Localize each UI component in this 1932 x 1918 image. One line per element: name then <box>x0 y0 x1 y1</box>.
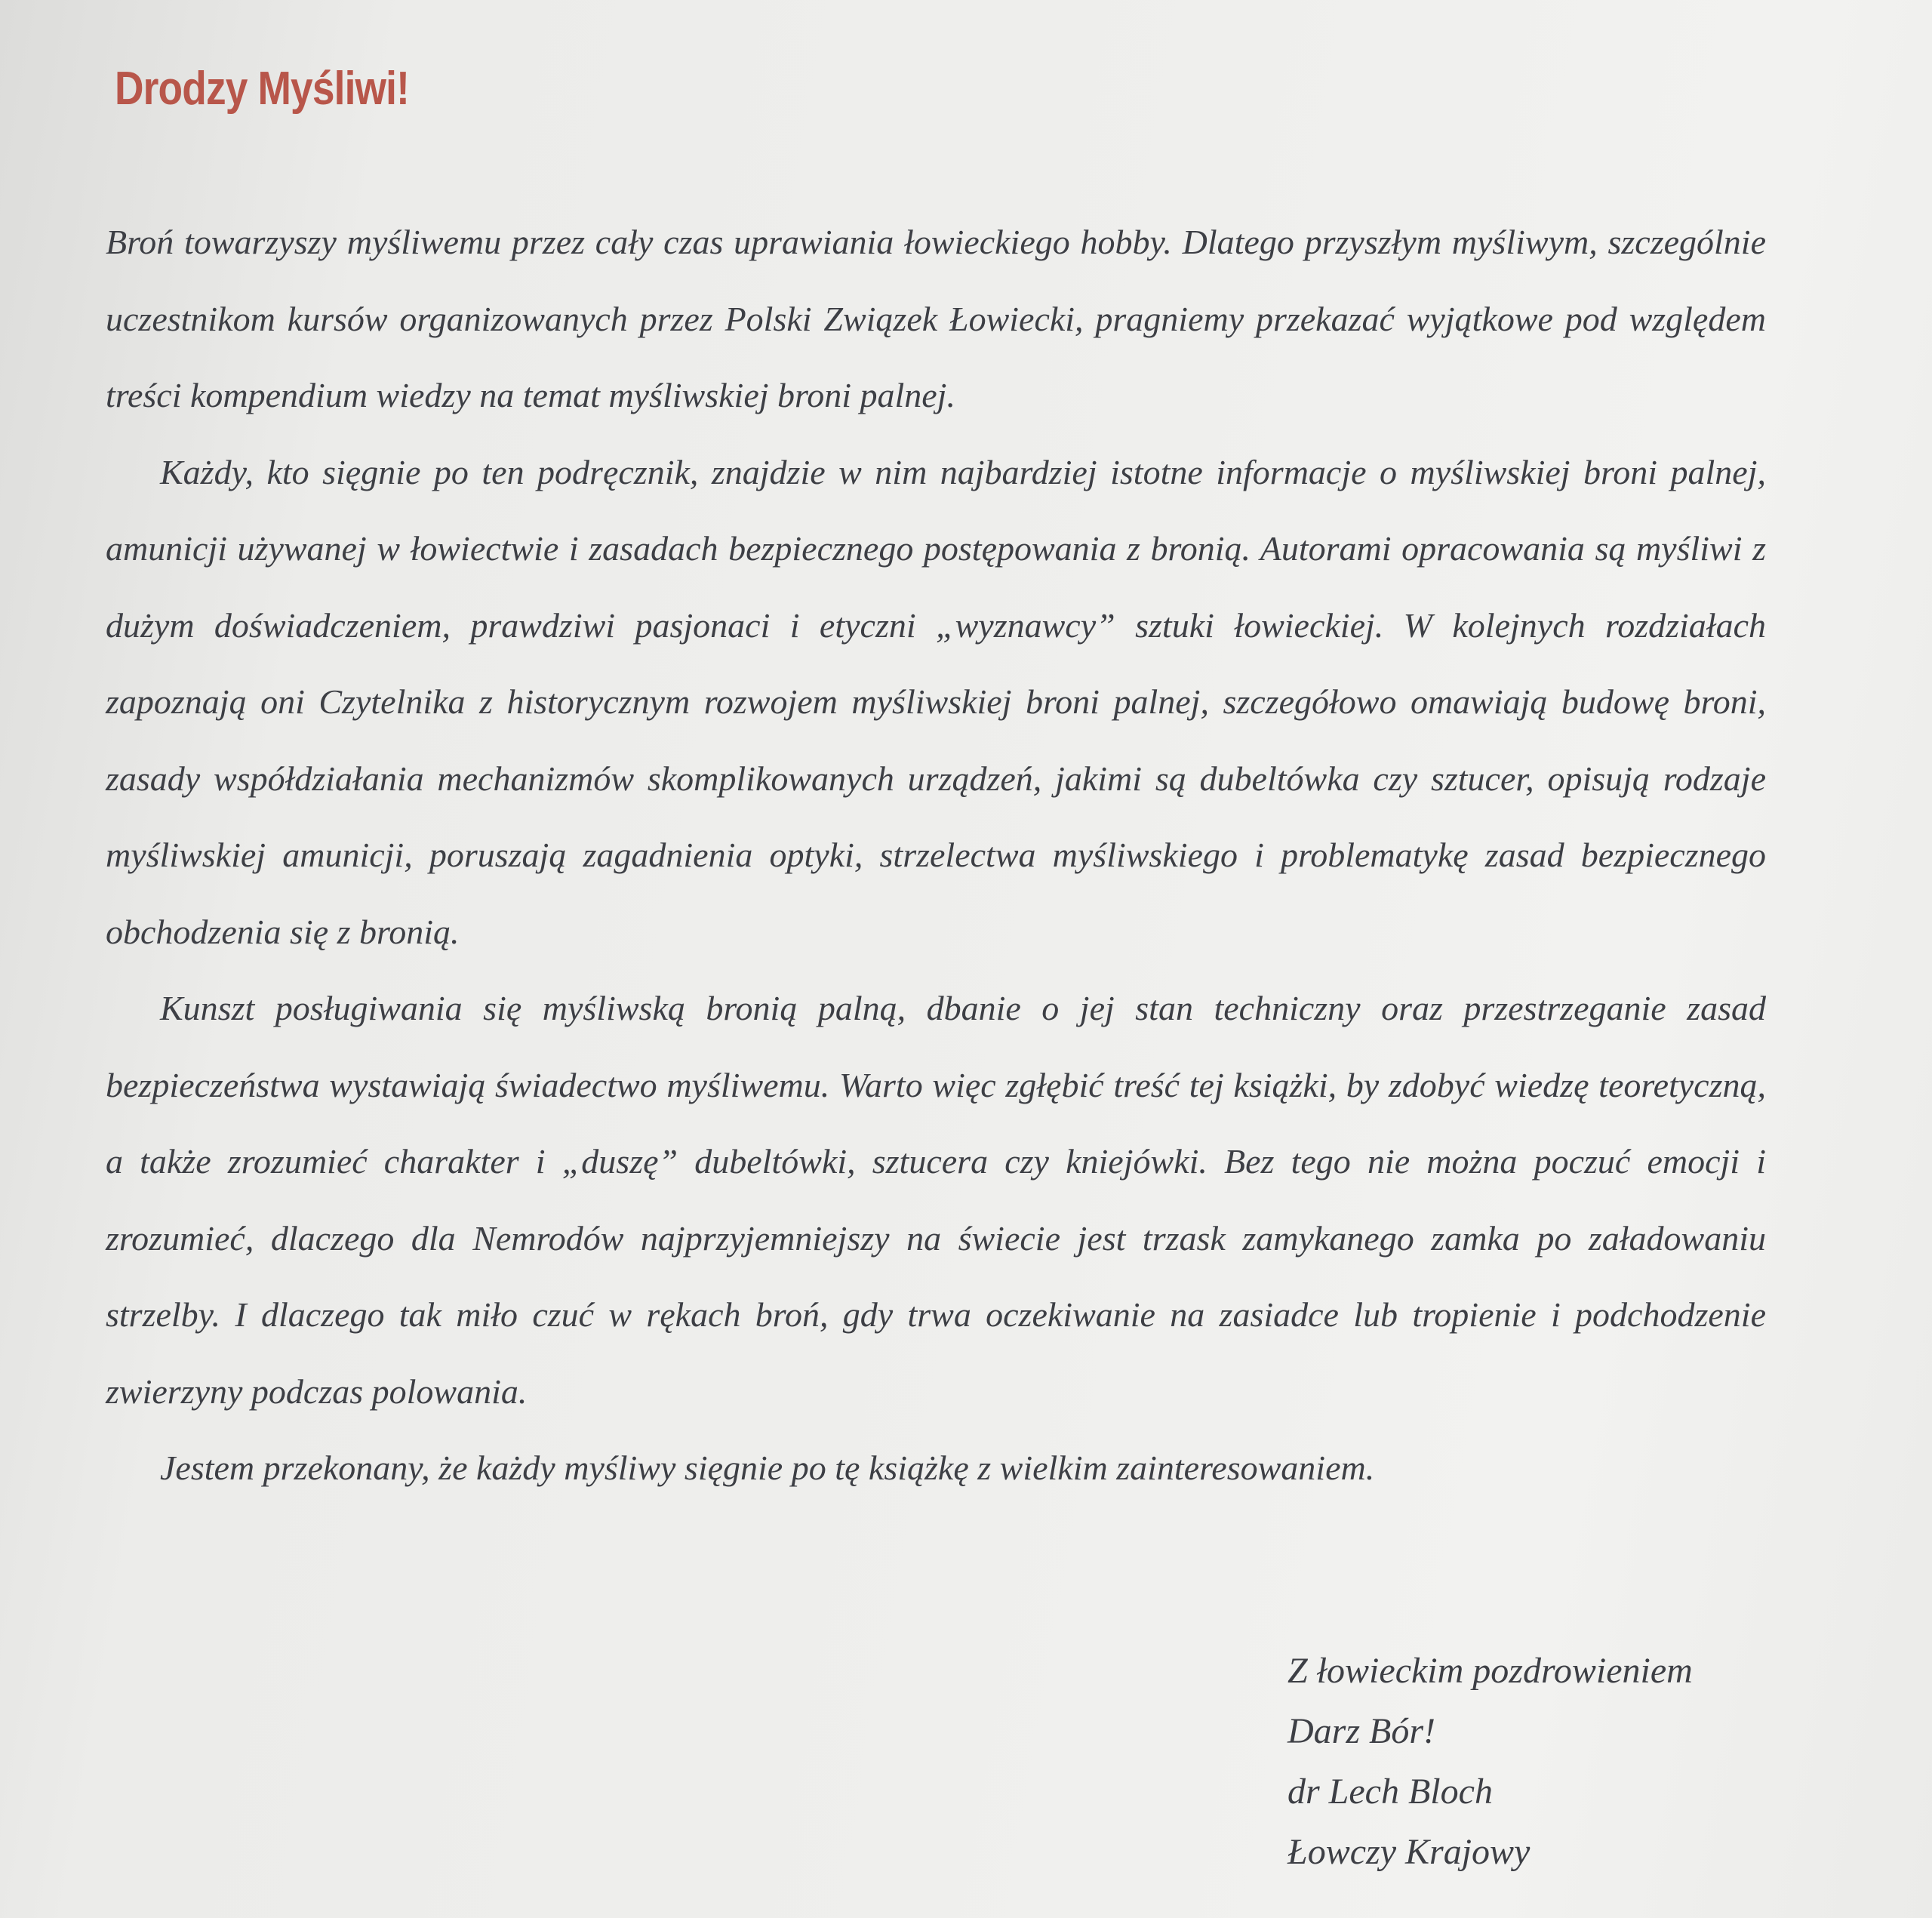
signature-role: Łowczy Krajowy <box>1287 1832 1531 1872</box>
paragraph-3: Kunszt posługiwania się myśliwską bronią palną, dbanie o jej stan techniczny oraz przestrzeganie zasad bezpieczeństwa wystawiają świadectwo myśliwemu. Warto więc zgłębić treść tej książki, by zdobyć wiedzę teoretyczną, a także zrozumieć charakter i „duszę” dubeltówki, sztucera czy kniejówki. Bez tego nie można poczuć emocji i zrozumieć, dlaczego dla Nemrodów najprzyjemniejszy na świecie jest trzask zamykanego zamka po załadowaniu strzelby. I dlaczego tak miło czuć w rękach broń, gdy trwa oczekiwanie na zasiadce lub tropienie i podchodzenie zwierzyny podczas polowania. <box>106 989 1766 1411</box>
signature-name: dr Lech Bloch <box>1287 1772 1493 1812</box>
paragraph-4: Jestem przekonany, że każdy myśliwy sięgnie po tę książkę z wielkim zainteresowaniem. <box>160 1449 1375 1487</box>
signature-salute: Darz Bór! <box>1287 1711 1436 1751</box>
page-title: Drodzy Myśliwi! <box>115 63 410 115</box>
letter-body <box>106 204 1766 1507</box>
paragraph-1: Broń towarzyszy myśliwemu przez cały czas uprawiania łowieckiego hobby. Dlatego przyszłym myśliwym, szczególnie uczestnikom kursów organizowanych przez Polski Związek Łowiecki, pragniemy przekazać wyjątkowe pod względem treści kompendium wiedzy na temat myśliwskiej broni palnej. <box>106 223 1766 414</box>
signature-block <box>1287 1641 1693 1883</box>
signature-greeting: Z łowieckim pozdrowieniem <box>1287 1651 1693 1691</box>
paragraph-2: Każdy, kto sięgnie po ten podręcznik, znajdzie w nim najbardziej istotne informacje o myśliwskiej broni palnej, amunicji używanej w łowiectwie i zasadach bezpiecznego postępowania z bronią. Autorami opracowania są myśliwi z dużym doświadczeniem, prawdziwi pasjonaci i etyczni „wyznawcy” sztuki łowieckiej. W kolejnych rozdziałach zapoznają oni Czytelnika z historycznym rozwojem myśliwskiej broni palnej, szczegółowo omawiają budowę broni, zasady współdziałania mechanizmów skomplikowanych urządzeń, jakimi są dubeltówka czy sztucer, opisują rodzaje myśliwskiej amunicji, poruszają zagadnienia optyki, strzelectwa myśliwskiego i problematykę zasad bezpiecznego obchodzenia się z bronią. <box>106 452 1766 951</box>
